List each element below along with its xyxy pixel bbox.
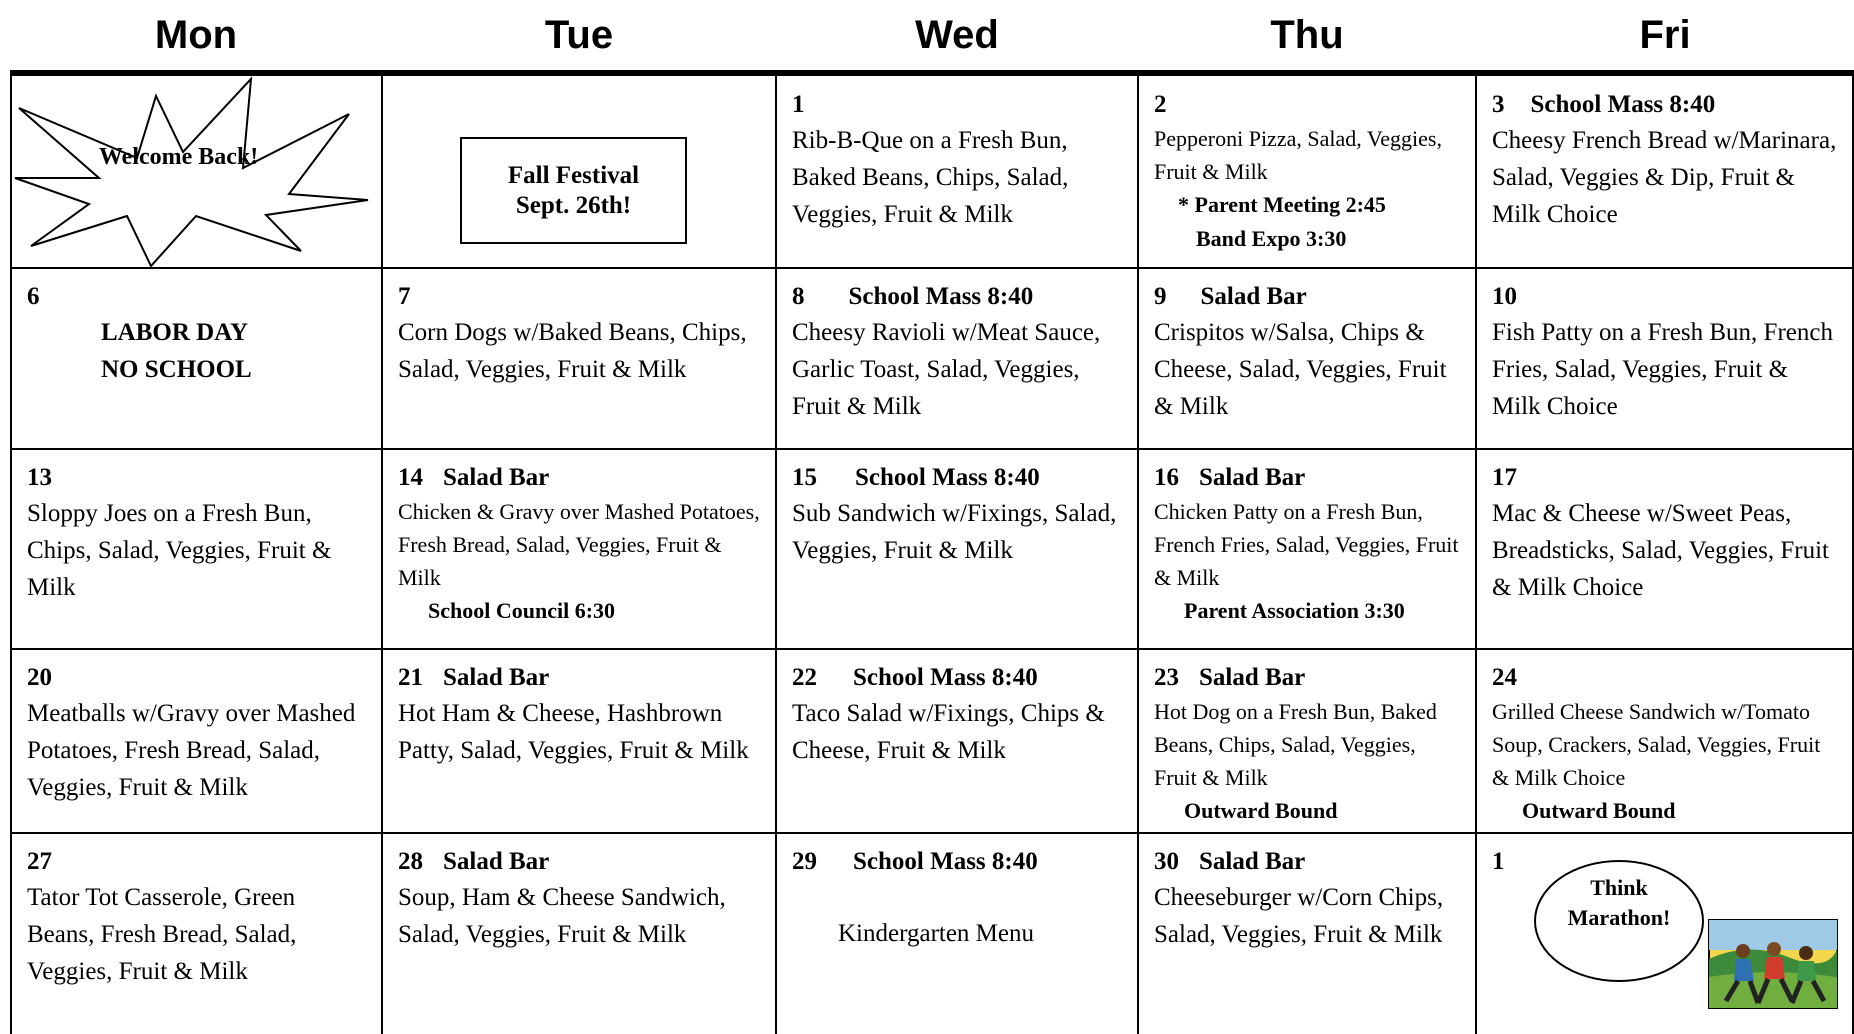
event-note: Parent Association 3:30: [1184, 598, 1405, 623]
event-label: Salad Bar: [1200, 283, 1307, 310]
calendar-cell-mon-w1: [11, 76, 381, 267]
menu-text: Chicken & Gravy over Mashed Potatoes, Fresh Bread, Salad, Veggies, Fruit & Milk: [398, 499, 760, 590]
calendar-cell-wed-w5: [776, 833, 1137, 1034]
calendar-cell-tue-w2: [382, 268, 775, 448]
calendar-cell-mon-w5: [11, 833, 381, 1034]
day-number: 20: [27, 664, 52, 691]
menu-text: Grilled Cheese Sandwich w/Tomato Soup, Crackers, Salad, Veggies, Fruit & Milk Choice: [1492, 699, 1821, 790]
welcome-back-text: Welcome Back!: [99, 144, 259, 170]
calendar-cell-tue-w1: [382, 76, 775, 267]
menu-text: Tator Tot Casserole, Green Beans, Fresh Bread, Salad, Veggies, Fruit & Milk: [27, 884, 297, 985]
menu-text: Chicken Patty on a Fresh Bun, French Fries, Salad, Veggies, Fruit & Milk: [1154, 499, 1459, 590]
calendar-cell-wed-w2: [776, 268, 1137, 448]
festival-line1: Fall Festival: [507, 161, 640, 189]
calendar-cell-mon-w2: [11, 268, 381, 448]
day-number: 2: [1154, 91, 1167, 118]
menu-text: Kindergarten Menu: [838, 920, 1035, 947]
day-number: 1: [1492, 848, 1505, 875]
event-label: Salad Bar: [1199, 664, 1306, 691]
day-number: 16 Salad Bar: [1154, 461, 1461, 495]
holiday-text: NO SCHOOL: [101, 356, 252, 383]
day-header-thu: Thu: [1270, 12, 1344, 57]
menu-text: Mac & Cheese w/Sweet Peas, Breadsticks, Salad, Veggies, Fruit & Milk Choice: [1492, 500, 1829, 601]
day-number: 23 Salad Bar: [1154, 661, 1461, 695]
menu-text: Corn Dogs w/Baked Beans, Chips, Salad, Veggies, Fruit & Milk: [398, 319, 747, 383]
event-label: Salad Bar: [1199, 464, 1306, 491]
day-number: 30 Salad Bar: [1154, 845, 1461, 879]
starburst-shape: [11, 76, 381, 267]
day-number: 28 Salad Bar: [398, 845, 761, 879]
calendar-cell-wed-w3: [776, 449, 1137, 648]
day-number: 1: [792, 91, 805, 118]
calendar-cell-tue-w3: [382, 449, 775, 648]
menu-text: Cheesy French Bread w/Marinara, Salad, Veggies & Dip, Fruit & Milk Choice: [1492, 127, 1837, 228]
calendar-cell-tue-w4: [382, 649, 775, 832]
calendar-cell-fri-w2: [1476, 268, 1852, 448]
calendar-cell-thu-w5: [1138, 833, 1475, 1034]
day-number: 8 School Mass 8:40: [792, 280, 1123, 314]
menu-text: Taco Salad w/Fixings, Chips & Cheese, Fruit & Milk: [792, 700, 1105, 764]
event-note: * Parent Meeting 2:45: [1178, 192, 1386, 217]
calendar-cell-tue-w5: [382, 833, 775, 1034]
menu-text: Cheeseburger w/Corn Chips, Salad, Veggies, Fruit & Milk: [1154, 884, 1444, 948]
day-number: 6: [27, 283, 40, 310]
day-number: 24: [1492, 664, 1517, 691]
event-label: Salad Bar: [1199, 848, 1306, 875]
fall-festival-box: [460, 137, 687, 244]
day-number: 15 School Mass 8:40: [792, 461, 1123, 495]
day-number: 14 Salad Bar: [398, 461, 761, 495]
day-number: 17: [1492, 464, 1517, 491]
event-label: Salad Bar: [443, 848, 550, 875]
calendar-cell-mon-w4: [11, 649, 381, 832]
menu-text: Meatballs w/Gravy over Mashed Potatoes, Fresh Bread, Salad, Veggies, Fruit & Milk: [27, 700, 356, 801]
calendar-cell-wed-w4: [776, 649, 1137, 832]
day-number: 13: [27, 464, 52, 491]
calendar-cell-fri-w1: [1476, 76, 1852, 267]
event-label: School Mass 8:40: [853, 664, 1038, 691]
event-note: Outward Bound: [1184, 798, 1338, 823]
day-number: 3 School Mass 8:40: [1492, 88, 1838, 122]
day-number: 27: [27, 848, 52, 875]
menu-text: Fish Patty on a Fresh Bun, French Fries, Salad, Veggies, Fruit & Milk Choice: [1492, 319, 1833, 420]
think-marathon-text: Think Marathon!: [1567, 875, 1671, 930]
day-header-fri: Fri: [1639, 12, 1691, 57]
day-header-mon: Mon: [154, 12, 238, 57]
calendar-cell-thu-w2: [1138, 268, 1475, 448]
event-label: Salad Bar: [443, 464, 550, 491]
menu-text: Hot Dog on a Fresh Bun, Baked Beans, Chips, Salad, Veggies, Fruit & Milk: [1154, 699, 1437, 790]
calendar-cell-mon-w3: [11, 449, 381, 648]
event-label: School Mass 8:40: [1530, 91, 1716, 118]
menu-text: Sub Sandwich w/Fixings, Salad, Veggies, Fruit & Milk: [792, 500, 1117, 564]
day-header-tue: Tue: [544, 12, 614, 57]
calendar-cell-fri-w4: [1476, 649, 1852, 832]
calendar-cell-wed-w1: [776, 76, 1137, 267]
day-number: 9 Salad Bar: [1154, 280, 1461, 314]
menu-text: Cheesy Ravioli w/Meat Sauce, Garlic Toast, Salad, Veggies, Fruit & Milk: [792, 319, 1101, 420]
menu-text: Hot Ham & Cheese, Hashbrown Patty, Salad, Veggies, Fruit & Milk: [398, 700, 749, 764]
event-label: School Mass 8:40: [853, 848, 1038, 875]
day-number: 7: [398, 283, 411, 310]
event-note: School Council 6:30: [428, 598, 616, 623]
calendar-cell-thu-w4: [1138, 649, 1475, 832]
day-number: 21 Salad Bar: [398, 661, 761, 695]
calendar-cell-thu-w1: [1138, 76, 1475, 267]
runners-clipart-icon: [1708, 919, 1838, 1009]
day-number: 10: [1492, 283, 1517, 310]
day-number: 29 School Mass 8:40: [792, 845, 1123, 879]
calendar-cell-fri-w3: [1476, 449, 1852, 648]
calendar-cell-fri-w5: [1476, 833, 1852, 1034]
grid-vline: [1852, 74, 1854, 1034]
festival-line2: Sept. 26th!: [515, 191, 632, 219]
day-header-wed: Wed: [915, 12, 999, 57]
menu-text: Crispitos w/Salsa, Chips & Cheese, Salad, Veggies, Fruit & Milk: [1154, 319, 1447, 420]
calendar-cell-thu-w3: [1138, 449, 1475, 648]
event-label: Salad Bar: [443, 664, 550, 691]
holiday-text: LABOR DAY: [101, 319, 249, 346]
event-note: Band Expo 3:30: [1196, 226, 1347, 251]
menu-text: Soup, Ham & Cheese Sandwich, Salad, Veggies, Fruit & Milk: [398, 884, 726, 948]
event-note: Outward Bound: [1522, 798, 1676, 823]
menu-text: Sloppy Joes on a Fresh Bun, Chips, Salad, Veggies, Fruit & Milk: [27, 500, 332, 601]
event-label: School Mass 8:40: [855, 464, 1040, 491]
menu-text: Pepperoni Pizza, Salad, Veggies, Fruit & Milk: [1154, 126, 1442, 184]
day-number: 22 School Mass 8:40: [792, 661, 1123, 695]
event-label: School Mass 8:40: [848, 283, 1034, 310]
menu-text: Rib-B-Que on a Fresh Bun, Baked Beans, Chips, Salad, Veggies, Fruit & Milk: [792, 127, 1069, 228]
